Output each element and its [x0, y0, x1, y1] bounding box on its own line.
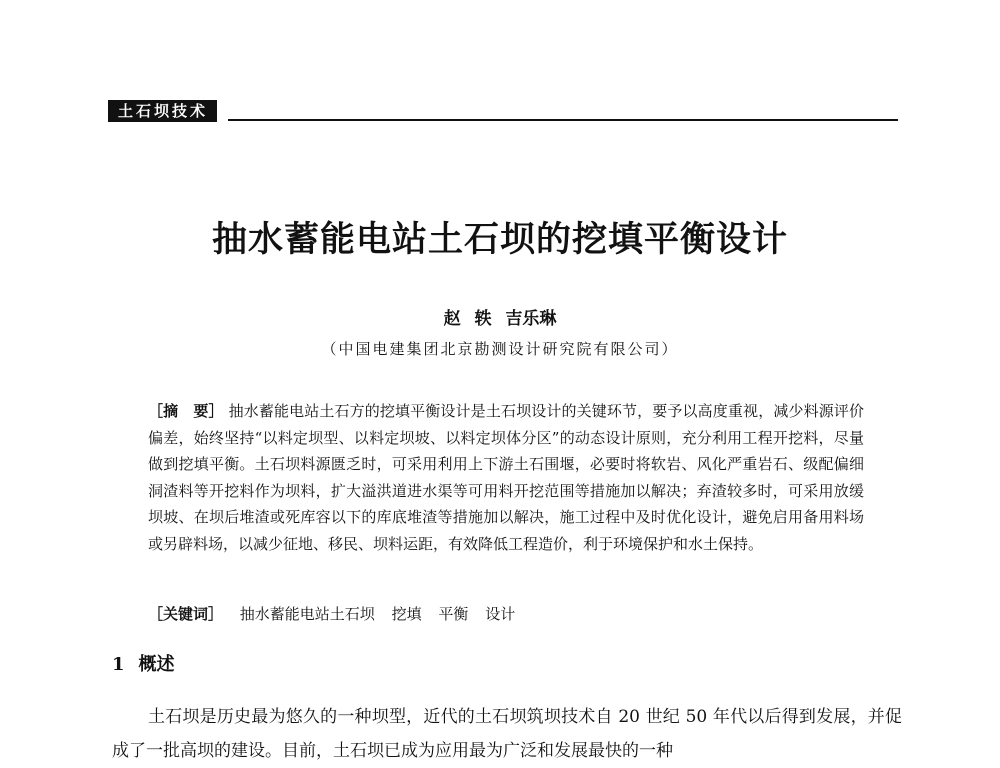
- running-header: [108, 100, 898, 122]
- paper-authors: 赵 轶 吉乐琳: [443, 309, 557, 329]
- section-number: 1: [112, 654, 125, 675]
- body-paragraph: 土石坝是历史最为悠久的一种坝型，近代的土石坝筑坝技术自 20 世纪 50 年代以后得到发展，并促成了一批高坝的建设。目前，土石坝已成为应用最为广泛和发展最快的一种: [112, 707, 902, 761]
- header-rule: [228, 119, 898, 121]
- keyword: 挖填: [391, 605, 422, 623]
- section-tag: 土石坝技术: [108, 100, 217, 122]
- section-title: 概述: [138, 654, 175, 675]
- section-heading: [112, 650, 175, 676]
- keyword: 平衡: [438, 605, 469, 623]
- paper-affiliation: （中国电建集团北京勘测设计研究院有限公司）: [321, 340, 679, 358]
- abstract: [148, 398, 864, 557]
- paper-title: 抽水蓄能电站土石坝的挖填平衡设计: [211, 219, 788, 260]
- abstract-label: ［摘 要］: [148, 402, 224, 420]
- keyword: 抽水蓄能电站土石坝: [239, 605, 375, 623]
- keywords-label: ［关键词］: [148, 605, 224, 623]
- keywords: [148, 603, 527, 624]
- abstract-text: 抽水蓄能电站土石方的挖填平衡设计是土石坝设计的关键环节，要予以高度重视，减少料源评价偏差，始终坚持“以料定坝型、以料定坝坡、以料定坝体分区”的动态设计原则，充分利用工程开挖料，尽量做到挖填平衡。土石坝料源匮乏时，可采用利用上下游土石围堰，必要时将软岩、风化严重岩石、级配偏细洞渣料等开挖料作为坝料，扩大溢洪道进水渠等可用料开挖范围等措施加以解决；弃渣较多时，可采用放缓坝坡、在坝后堆渣或死库容以下的库底堆渣等措施加以解决，施工过程中及时优化设计，避免启用备用料场或另辟料场，以减少征地、移民、坝料运距，有效降低工程造价，利于环境保护和水土保持。: [148, 402, 864, 553]
- keyword: 设计: [485, 605, 516, 623]
